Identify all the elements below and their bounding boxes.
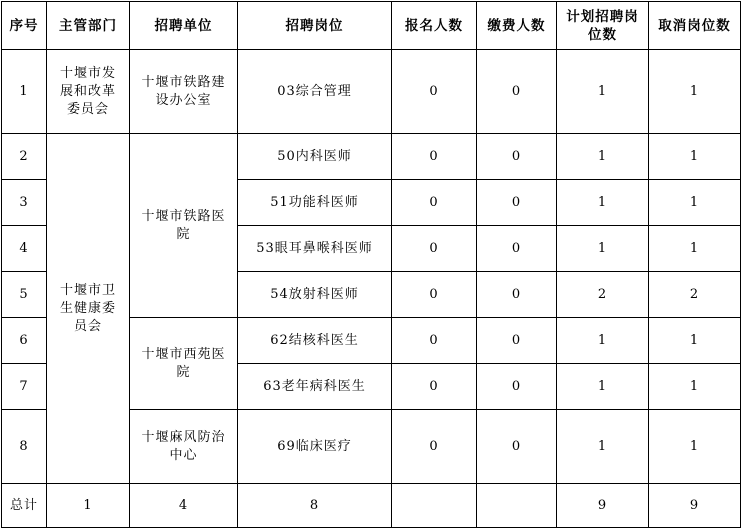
cell-post: 62结核科医生	[238, 318, 392, 364]
cell-seq: 3	[2, 180, 47, 226]
cell-unit: 十堰市西苑医院	[130, 318, 238, 410]
total-row	[2, 484, 741, 528]
cell-planned: 1	[557, 180, 649, 226]
total-paid	[477, 484, 557, 528]
cell-registered: 0	[392, 180, 477, 226]
cell-registered: 0	[392, 226, 477, 272]
total-post: 8	[238, 484, 392, 528]
cell-planned: 1	[557, 410, 649, 484]
cell-post: 50内科医师	[238, 134, 392, 180]
cell-seq: 4	[2, 226, 47, 272]
cell-seq: 6	[2, 318, 47, 364]
cell-planned: 1	[557, 226, 649, 272]
total-cancelled: 9	[649, 484, 741, 528]
cell-unit: 十堰市铁路医院	[130, 134, 238, 318]
total-planned: 9	[557, 484, 649, 528]
cell-seq: 8	[2, 410, 47, 484]
cell-planned: 2	[557, 272, 649, 318]
cell-planned: 1	[557, 50, 649, 134]
header-planned: 计划招聘岗位数	[557, 2, 649, 50]
cell-post: 03综合管理	[238, 50, 392, 134]
cell-post: 69临床医疗	[238, 410, 392, 484]
cell-paid: 0	[477, 272, 557, 318]
cell-paid: 0	[477, 226, 557, 272]
header-post: 招聘岗位	[238, 2, 392, 50]
header-registered: 报名人数	[392, 2, 477, 50]
cell-registered: 0	[392, 272, 477, 318]
cell-post: 54放射科医师	[238, 272, 392, 318]
table-row	[2, 50, 741, 134]
cell-post: 63老年病科医生	[238, 364, 392, 410]
cell-unit: 十堰麻风防治中心	[130, 410, 238, 484]
cell-cancelled: 1	[649, 134, 741, 180]
total-unit: 4	[130, 484, 238, 528]
cell-paid: 0	[477, 318, 557, 364]
cell-seq: 7	[2, 364, 47, 410]
cell-post: 53眼耳鼻喉科医师	[238, 226, 392, 272]
header-row	[2, 2, 741, 50]
cell-registered: 0	[392, 318, 477, 364]
header-seq: 序号	[2, 2, 47, 50]
header-cancelled: 取消岗位数	[649, 2, 741, 50]
header-unit: 招聘单位	[130, 2, 238, 50]
table-row	[2, 134, 741, 180]
cell-paid: 0	[477, 410, 557, 484]
cell-registered: 0	[392, 410, 477, 484]
cell-cancelled: 1	[649, 50, 741, 134]
cell-paid: 0	[477, 134, 557, 180]
cell-planned: 1	[557, 318, 649, 364]
total-dept: 1	[47, 484, 130, 528]
cell-dept: 十堰市发展和改革委员会	[47, 50, 130, 134]
cell-seq: 5	[2, 272, 47, 318]
cell-unit: 十堰市铁路建设办公室	[130, 50, 238, 134]
cell-cancelled: 1	[649, 180, 741, 226]
total-label: 总计	[2, 484, 47, 528]
cell-cancelled: 1	[649, 410, 741, 484]
cell-cancelled: 1	[649, 318, 741, 364]
cell-paid: 0	[477, 50, 557, 134]
cell-cancelled: 2	[649, 272, 741, 318]
cell-planned: 1	[557, 134, 649, 180]
cell-registered: 0	[392, 50, 477, 134]
cell-planned: 1	[557, 364, 649, 410]
cell-registered: 0	[392, 364, 477, 410]
cell-paid: 0	[477, 180, 557, 226]
header-dept: 主管部门	[47, 2, 130, 50]
recruitment-table	[1, 1, 741, 528]
cell-cancelled: 1	[649, 226, 741, 272]
cell-dept: 十堰市卫生健康委员会	[47, 134, 130, 484]
cell-seq: 2	[2, 134, 47, 180]
header-paid: 缴费人数	[477, 2, 557, 50]
cell-registered: 0	[392, 134, 477, 180]
cell-cancelled: 1	[649, 364, 741, 410]
cell-post: 51功能科医师	[238, 180, 392, 226]
cell-seq: 1	[2, 50, 47, 134]
cell-paid: 0	[477, 364, 557, 410]
total-registered	[392, 484, 477, 528]
